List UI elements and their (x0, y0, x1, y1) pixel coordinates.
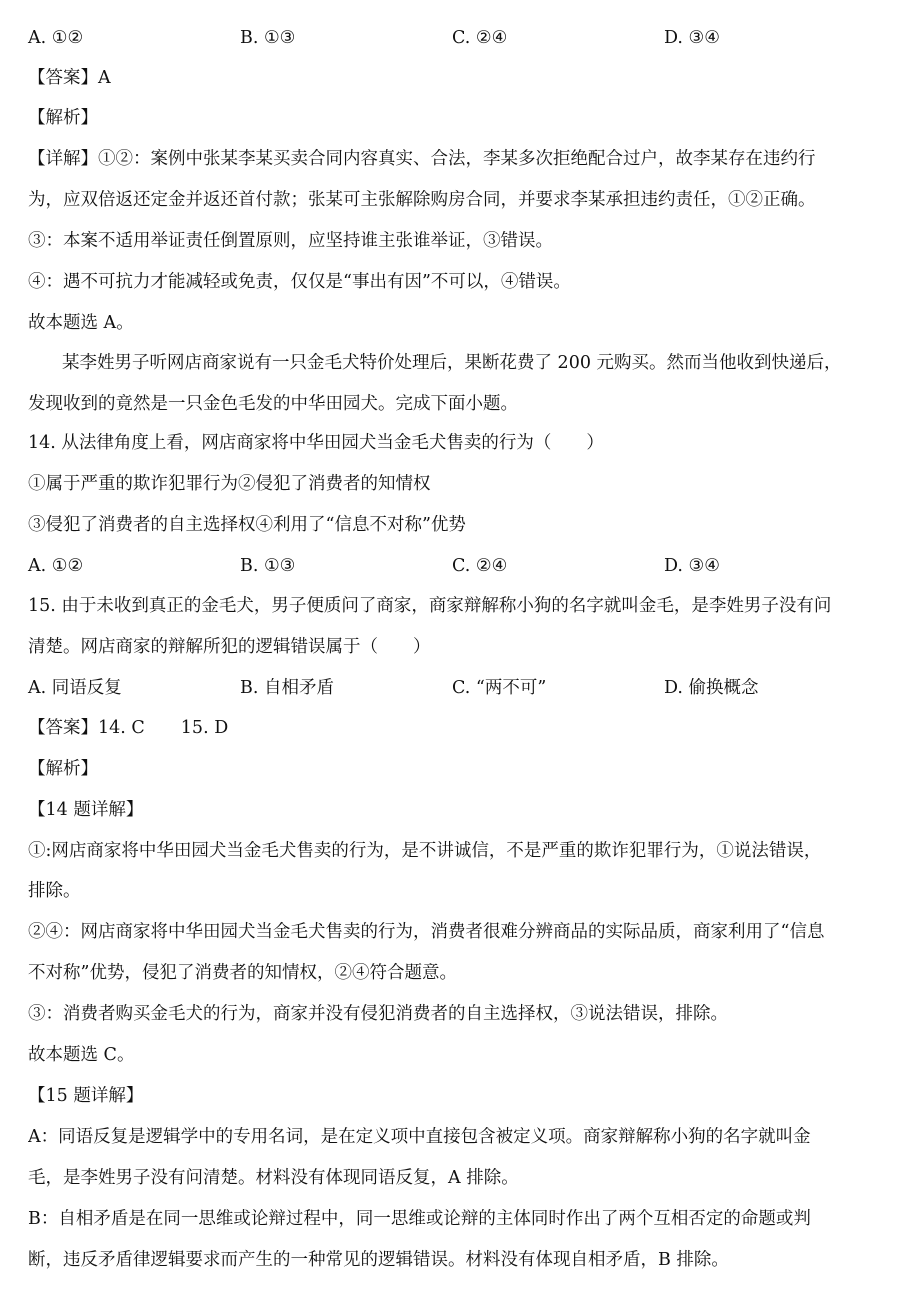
detail-line: A：同语反复是逻辑学中的专用名词，是在定义项中直接包含被定义项。商家辩解称小狗的名字就叫金 (28, 1127, 811, 1147)
q14-items: ③侵犯了消费者的自主选择权④利用了“信息不对称”优势 (28, 515, 466, 535)
option-b: B. 自相矛盾 (240, 678, 334, 698)
material-line: 发现收到的竟然是一只金色毛发的中华田园犬。完成下面小题。 (28, 394, 518, 414)
q15-stem: 清楚。网店商家的辩解所犯的逻辑错误属于（ ） (28, 637, 431, 657)
option-a: A. ①② (28, 556, 84, 576)
detail-line: ③：消费者购买金毛犬的行为，商家并没有侵犯消费者的自主选择权，③说法错误，排除。 (28, 1004, 728, 1024)
conclusion-line: 故本题选 A。 (28, 313, 134, 333)
option-c: C. “两不可” (452, 678, 547, 698)
option-d: D. ③④ (664, 556, 720, 576)
answer-14: 【答案】14. C (28, 718, 145, 738)
option-c: C. ②④ (452, 28, 508, 48)
option-d: D. ③④ (664, 28, 720, 48)
q15-options (28, 676, 878, 700)
detail-line: ①:网店商家将中华田园犬当金毛犬售卖的行为，是不讲诚信，不是严重的欺诈犯罪行为，①说法错误， (28, 841, 822, 861)
detail-line: ②④：网店商家将中华田园犬当金毛犬售卖的行为，消费者很难分辨商品的实际品质，商家利用了“信息 (28, 922, 825, 942)
detail-line: 排除。 (28, 881, 81, 901)
q14-stem: 14. 从法律角度上看，网店商家将中华田园犬当金毛犬售卖的行为（ ） (28, 433, 604, 453)
conclusion-line: 故本题选 C。 (28, 1045, 135, 1065)
option-b: B. ①③ (240, 28, 296, 48)
detail-line: 为，应双倍返还定金并返还首付款；张某可主张解除购房合同，并要求李某承担违约责任，①②正确。 (28, 190, 816, 210)
answer-label: 【答案】A (28, 68, 111, 88)
answer-15: 15. D (180, 718, 229, 738)
detail-line: 不对称”优势，侵犯了消费者的知情权，②④符合题意。 (28, 963, 457, 983)
answer-line (28, 716, 878, 740)
detail-line: 毛，是李姓男子没有问清楚。材料没有体现同语反复，A 排除。 (28, 1168, 519, 1188)
option-c: C. ②④ (452, 556, 508, 576)
q13-options (28, 26, 878, 50)
detail-line: ④：遇不可抗力才能减轻或免责，仅仅是“事出有因”不可以，④错误。 (28, 272, 571, 292)
analysis-label: 【解析】 (28, 759, 98, 779)
q14-items: ①属于严重的欺诈犯罪行为②侵犯了消费者的知情权 (28, 474, 431, 494)
q14-options (28, 554, 878, 578)
option-a: A. ①② (28, 28, 84, 48)
detail-line: 断，违反矛盾律逻辑要求而产生的一种常见的逻辑错误。材料没有体现自相矛盾，B 排除。 (28, 1250, 729, 1270)
material-line: 某李姓男子听网店商家说有一只金毛犬特价处理后，果断花费了 200 元购买。然而当他收到快递后， (62, 353, 842, 373)
detail-line: ③：本案不适用举证责任倒置原则，应坚持谁主张谁举证，③错误。 (28, 231, 553, 251)
q15-stem: 15. 由于未收到真正的金毛犬，男子便质问了商家，商家辩解称小狗的名字就叫金毛，是李姓男子没有问 (28, 596, 832, 616)
option-b: B. ①③ (240, 556, 296, 576)
option-a: A. 同语反复 (28, 678, 122, 698)
detail-line: 【详解】①②：案例中张某李某买卖合同内容真实、合法，李某多次拒绝配合过户，故李某存在违约行 (28, 149, 816, 169)
detail15-title: 【15 题详解】 (28, 1086, 144, 1106)
detail-line: B：自相矛盾是在同一思维或论辩过程中，同一思维或论辩的主体同时作出了两个互相否定的命题或判 (28, 1209, 811, 1229)
option-d: D. 偷换概念 (664, 678, 759, 698)
analysis-label: 【解析】 (28, 108, 98, 128)
detail14-title: 【14 题详解】 (28, 800, 144, 820)
